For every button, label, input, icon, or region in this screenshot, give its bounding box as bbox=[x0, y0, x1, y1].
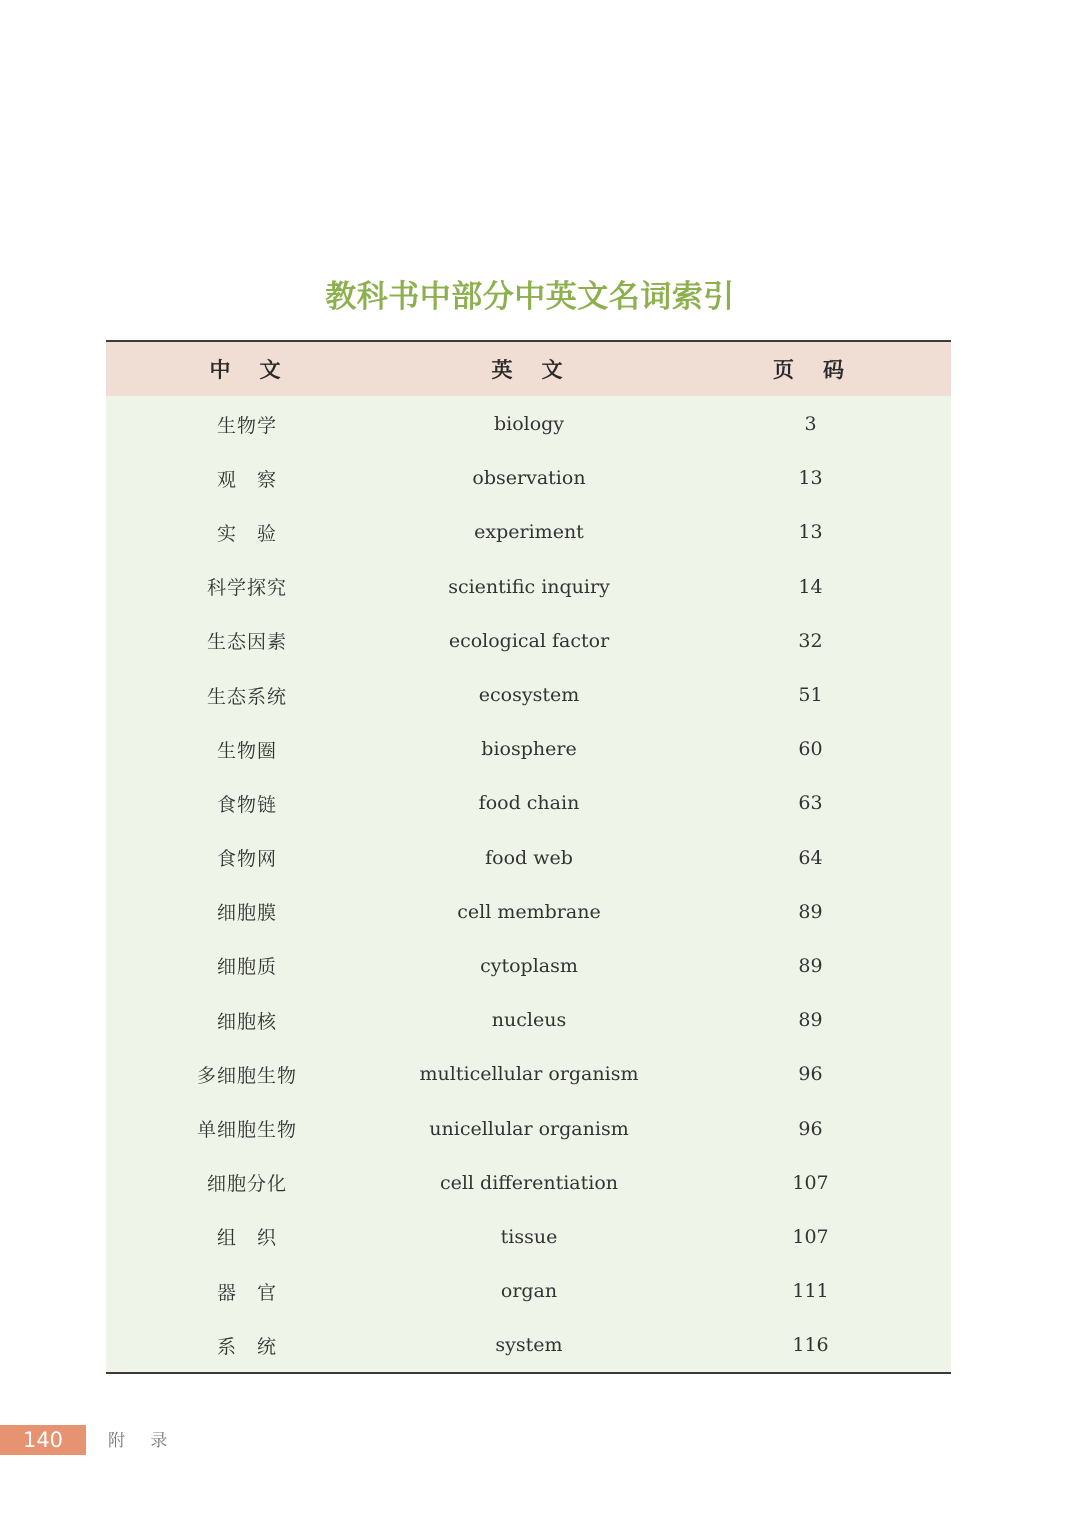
term-page: 14 bbox=[798, 575, 823, 598]
table-body bbox=[106, 396, 951, 1372]
term-chinese: 系 统 bbox=[216, 1335, 277, 1358]
term-page: 116 bbox=[792, 1334, 829, 1357]
table-row bbox=[106, 1047, 951, 1101]
term-english: ecological factor bbox=[448, 629, 610, 652]
table-row bbox=[106, 614, 951, 668]
table-header bbox=[106, 342, 951, 396]
term-chinese: 器 官 bbox=[216, 1281, 277, 1304]
header-chinese: 中 文 bbox=[209, 357, 285, 382]
term-page: 89 bbox=[798, 900, 823, 923]
page-title: 教科书中部分中英文名词索引 bbox=[325, 279, 735, 315]
term-page: 89 bbox=[798, 1009, 823, 1032]
term-english: food web bbox=[485, 846, 573, 869]
term-english: nucleus bbox=[491, 1009, 567, 1032]
term-chinese: 细胞膜 bbox=[216, 902, 277, 925]
header-page: 页 码 bbox=[773, 357, 848, 382]
table-row bbox=[106, 1101, 951, 1155]
term-page: 13 bbox=[798, 467, 823, 490]
term-page: 51 bbox=[798, 684, 823, 707]
term-english: multicellular organism bbox=[419, 1063, 639, 1086]
term-page: 13 bbox=[798, 521, 823, 544]
term-page: 107 bbox=[792, 1225, 829, 1248]
term-english: tissue bbox=[500, 1225, 558, 1248]
table-row bbox=[106, 1156, 951, 1210]
term-chinese: 细胞分化 bbox=[206, 1173, 287, 1196]
term-page: 63 bbox=[798, 792, 823, 815]
table-row bbox=[106, 885, 951, 939]
term-chinese: 细胞质 bbox=[216, 956, 277, 979]
term-chinese: 多细胞生物 bbox=[196, 1064, 297, 1087]
term-english: cytoplasm bbox=[480, 954, 578, 977]
term-english: experiment bbox=[474, 521, 584, 544]
term-chinese: 生态系统 bbox=[206, 685, 287, 708]
term-chinese: 生物学 bbox=[216, 414, 277, 437]
term-chinese: 科学探究 bbox=[206, 577, 287, 600]
term-chinese: 观 察 bbox=[216, 468, 277, 491]
term-chinese: 组 织 bbox=[216, 1227, 277, 1250]
term-page: 96 bbox=[798, 1063, 823, 1086]
header-english: 英 文 bbox=[491, 357, 567, 382]
term-english: unicellular organism bbox=[429, 1117, 629, 1140]
term-page: 96 bbox=[798, 1117, 823, 1140]
term-page: 64 bbox=[798, 846, 823, 869]
term-english: system bbox=[495, 1334, 563, 1357]
term-chinese: 单细胞生物 bbox=[196, 1119, 297, 1142]
table-row bbox=[106, 722, 951, 776]
term-page: 3 bbox=[804, 413, 817, 436]
term-english: ecosystem bbox=[478, 684, 580, 707]
term-english: scientific inquiry bbox=[448, 575, 610, 598]
term-page: 111 bbox=[792, 1280, 829, 1303]
term-english: biology bbox=[493, 413, 565, 436]
term-chinese: 生物圈 bbox=[216, 739, 277, 762]
page-number: 140 bbox=[0, 1425, 86, 1455]
table-row bbox=[106, 560, 951, 614]
term-page: 32 bbox=[798, 629, 823, 652]
table-row bbox=[106, 397, 951, 451]
term-chinese: 生态因素 bbox=[206, 631, 287, 654]
table-row bbox=[106, 831, 951, 885]
table-row bbox=[106, 993, 951, 1047]
table-row bbox=[106, 505, 951, 559]
index-table bbox=[106, 340, 951, 1374]
term-chinese: 细胞核 bbox=[216, 1010, 277, 1033]
term-chinese: 食物链 bbox=[216, 793, 277, 816]
term-page: 107 bbox=[792, 1171, 829, 1194]
table-row bbox=[106, 776, 951, 830]
term-english: biosphere bbox=[481, 738, 577, 761]
term-page: 89 bbox=[798, 954, 823, 977]
table-row bbox=[106, 1264, 951, 1318]
table-row bbox=[106, 668, 951, 722]
term-chinese: 食物网 bbox=[216, 848, 277, 871]
table-row bbox=[106, 451, 951, 505]
term-english: food chain bbox=[478, 792, 580, 815]
table-row bbox=[106, 939, 951, 993]
term-english: organ bbox=[500, 1280, 558, 1303]
section-label: 附 录 bbox=[108, 1431, 178, 1451]
table-row bbox=[106, 1210, 951, 1264]
term-chinese: 实 验 bbox=[216, 522, 277, 545]
term-english: observation bbox=[472, 467, 586, 490]
term-page: 60 bbox=[798, 738, 823, 761]
term-english: cell differentiation bbox=[439, 1171, 619, 1194]
table-row bbox=[106, 1318, 951, 1372]
term-english: cell membrane bbox=[457, 900, 601, 923]
